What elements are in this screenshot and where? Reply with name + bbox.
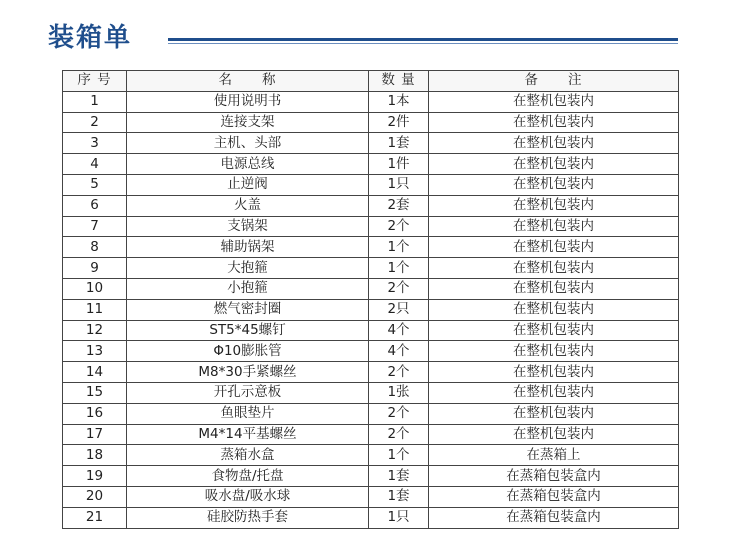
item-quantity: 1套 [369,133,429,154]
item-note: 在蒸箱包装盒内 [429,507,679,528]
row-index: 18 [63,445,127,466]
item-name: M4*14平基螺丝 [127,424,369,445]
row-index: 20 [63,486,127,507]
table-body [63,91,679,528]
item-name: 使用说明书 [127,91,369,112]
item-name: 电源总线 [127,154,369,175]
table-row [63,154,679,175]
item-quantity: 1个 [369,258,429,279]
item-note: 在整机包装内 [429,154,679,175]
row-index: 2 [63,112,127,133]
table-row [63,403,679,424]
item-note: 在整机包装内 [429,403,679,424]
item-name: 鱼眼垫片 [127,403,369,424]
item-quantity: 1个 [369,237,429,258]
table-row [63,112,679,133]
item-quantity: 2个 [369,362,429,383]
row-index: 17 [63,424,127,445]
row-index: 11 [63,299,127,320]
item-name: 止逆阀 [127,174,369,195]
item-quantity: 1本 [369,91,429,112]
header-index: 序 号 [63,71,127,92]
table-row [63,237,679,258]
row-index: 5 [63,174,127,195]
row-index: 13 [63,341,127,362]
item-name: 小抱箍 [127,278,369,299]
table-row [63,362,679,383]
row-index: 10 [63,278,127,299]
row-index: 12 [63,320,127,341]
item-quantity: 2个 [369,424,429,445]
item-quantity: 4个 [369,320,429,341]
table-row [63,216,679,237]
item-note: 在整机包装内 [429,341,679,362]
item-note: 在整机包装内 [429,382,679,403]
item-name: 辅助锅架 [127,237,369,258]
item-quantity: 1套 [369,486,429,507]
header-note: 备 注 [429,71,679,92]
table-row [63,195,679,216]
table-row [63,133,679,154]
item-name: 支锅架 [127,216,369,237]
item-name: 燃气密封圈 [127,299,369,320]
item-quantity: 1只 [369,507,429,528]
table-row [63,486,679,507]
item-note: 在蒸箱上 [429,445,679,466]
item-name: 主机、头部 [127,133,369,154]
item-quantity: 2个 [369,216,429,237]
item-name: 连接支架 [127,112,369,133]
item-name: 开孔示意板 [127,382,369,403]
item-quantity: 1张 [369,382,429,403]
item-note: 在整机包装内 [429,258,679,279]
table-row [63,258,679,279]
item-note: 在整机包装内 [429,112,679,133]
row-index: 21 [63,507,127,528]
table-row [63,278,679,299]
table-header-row [63,71,679,92]
item-name: 火盖 [127,195,369,216]
title-rule [168,38,678,41]
item-name: ST5*45螺钉 [127,320,369,341]
item-note: 在整机包装内 [429,133,679,154]
item-name: 食物盘/托盘 [127,466,369,487]
item-note: 在整机包装内 [429,362,679,383]
row-index: 1 [63,91,127,112]
item-note: 在整机包装内 [429,424,679,445]
item-note: 在整机包装内 [429,216,679,237]
table-row [63,466,679,487]
table-row [63,424,679,445]
item-name: Φ10膨胀管 [127,341,369,362]
row-index: 4 [63,154,127,175]
row-index: 14 [63,362,127,383]
item-quantity: 2个 [369,278,429,299]
row-index: 15 [63,382,127,403]
table-row [63,299,679,320]
item-note: 在整机包装内 [429,320,679,341]
item-note: 在整机包装内 [429,91,679,112]
item-quantity: 1只 [369,174,429,195]
item-note: 在蒸箱包装盒内 [429,466,679,487]
header-name: 名 称 [127,71,369,92]
header-quantity: 数 量 [369,71,429,92]
row-index: 6 [63,195,127,216]
item-name: 吸水盘/吸水球 [127,486,369,507]
table-row [63,174,679,195]
row-index: 7 [63,216,127,237]
item-name: 大抱箍 [127,258,369,279]
item-quantity: 1件 [369,154,429,175]
item-quantity: 2只 [369,299,429,320]
row-index: 19 [63,466,127,487]
item-quantity: 2件 [369,112,429,133]
item-note: 在整机包装内 [429,278,679,299]
item-note: 在整机包装内 [429,299,679,320]
packing-list-table [62,70,679,529]
row-index: 16 [63,403,127,424]
item-note: 在整机包装内 [429,174,679,195]
table-row [63,507,679,528]
row-index: 9 [63,258,127,279]
item-quantity: 1套 [369,466,429,487]
item-name: 硅胶防热手套 [127,507,369,528]
item-note: 在整机包装内 [429,195,679,216]
table-row [63,320,679,341]
item-quantity: 2个 [369,403,429,424]
item-quantity: 1个 [369,445,429,466]
page-title: 装箱单 [48,23,133,53]
item-note: 在蒸箱包装盒内 [429,486,679,507]
title-rule-thin [168,43,678,44]
item-name: M8*30手紧螺丝 [127,362,369,383]
table-row [63,445,679,466]
item-note: 在整机包装内 [429,237,679,258]
table-row [63,341,679,362]
table-row [63,91,679,112]
row-index: 3 [63,133,127,154]
table-row [63,382,679,403]
item-quantity: 2套 [369,195,429,216]
item-name: 蒸箱水盒 [127,445,369,466]
row-index: 8 [63,237,127,258]
item-quantity: 4个 [369,341,429,362]
